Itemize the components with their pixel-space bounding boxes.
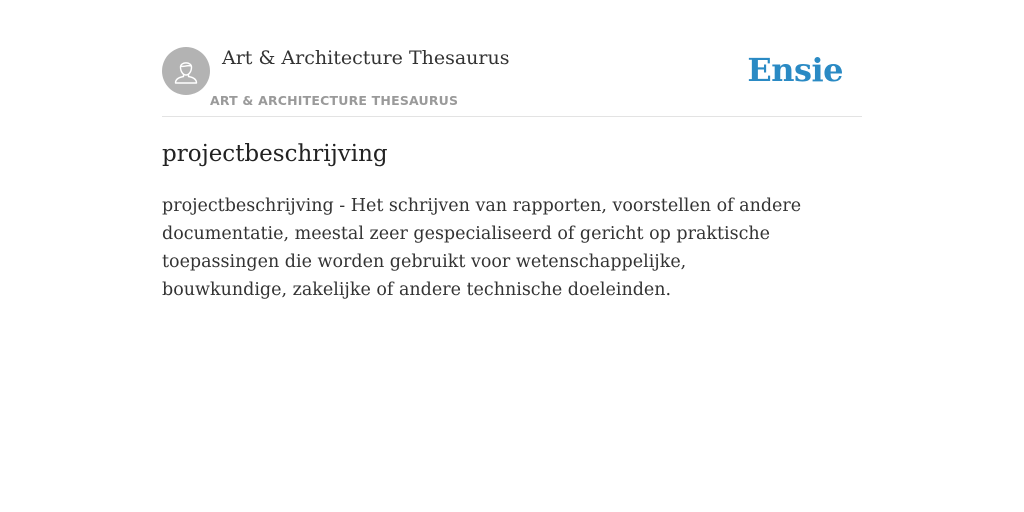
term-title: projectbeschrijving: [162, 141, 388, 167]
author-name[interactable]: Art & Architecture Thesaurus: [222, 47, 510, 69]
ensie-logo[interactable]: Ensie: [747, 51, 843, 89]
user-icon: [171, 56, 201, 86]
source-label[interactable]: ART & ARCHITECTURE THESAURUS: [210, 93, 459, 108]
entry-header: [162, 46, 862, 117]
avatar[interactable]: [162, 47, 210, 95]
term-definition: projectbeschrijving - Het schrijven van rapporten, voorstellen of andere documentatie, meestal zeer gespecialiseerd of gericht op praktische toepassingen die worden gebruikt voor wetenschappelijke, bouwkundige, zakelijke of andere technische doeleinden.: [162, 196, 802, 300]
